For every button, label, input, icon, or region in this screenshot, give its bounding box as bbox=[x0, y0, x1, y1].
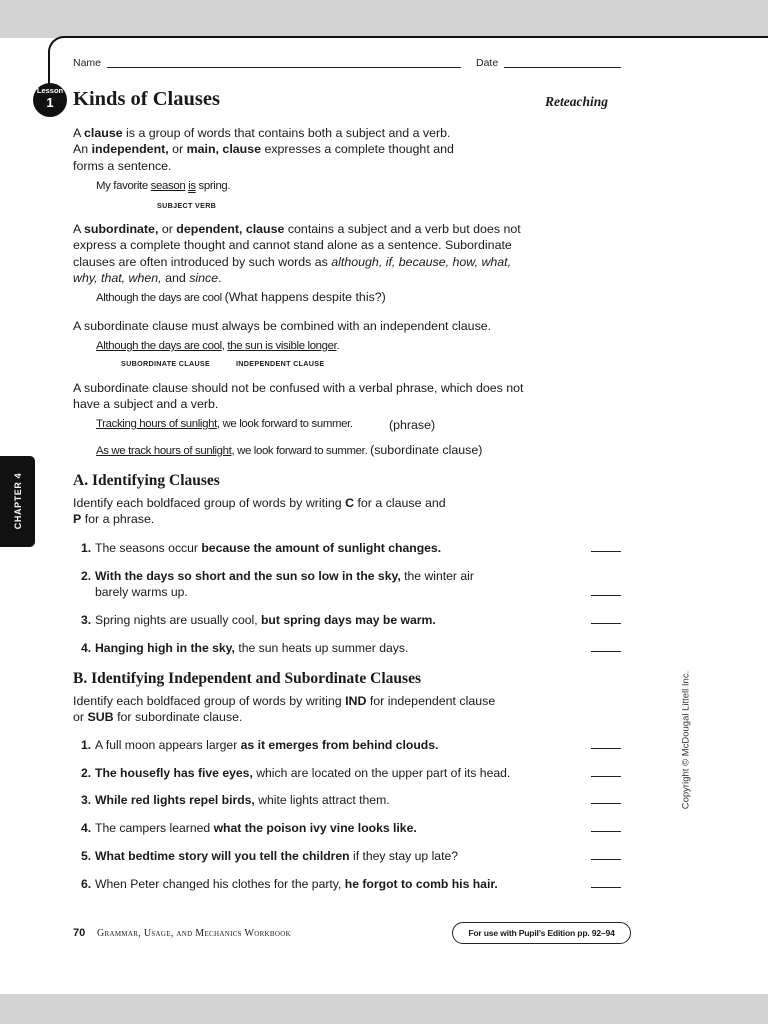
text-run: or bbox=[73, 710, 88, 725]
text-run: , we look forward to summer. bbox=[216, 418, 353, 430]
lesson-badge bbox=[33, 83, 67, 117]
text-run: and bbox=[161, 270, 190, 285]
text-run: for subordinate clause. bbox=[113, 710, 243, 725]
bold-text: subordinate, bbox=[84, 222, 159, 236]
text-run: which are located on the upper part of its head. bbox=[252, 766, 511, 780]
parenthetical-note: (What happens despite this?) bbox=[224, 290, 386, 304]
bold-text: P bbox=[73, 512, 82, 527]
text-run: if they stay up late? bbox=[349, 849, 459, 863]
chapter-tab-label: CHAPTER 4 bbox=[13, 472, 23, 530]
bottom-margin bbox=[0, 994, 768, 1024]
text-run: the winter air bbox=[400, 569, 474, 583]
section-a-title: A. Identifying Clauses bbox=[73, 472, 220, 489]
page-subtitle: Reteaching bbox=[545, 94, 608, 109]
text-run: . bbox=[336, 340, 340, 352]
item-number: 3. bbox=[81, 793, 92, 807]
text-run: My favorite bbox=[96, 180, 151, 192]
bold-text: because the amount of sunlight changes. bbox=[201, 541, 442, 555]
text-run: white lights attract them. bbox=[254, 793, 390, 807]
answer-blank[interactable] bbox=[591, 776, 621, 777]
bold-text: The housefly has five eyes, bbox=[95, 766, 253, 780]
name-line bbox=[107, 67, 461, 68]
bold-text: IND bbox=[345, 694, 367, 708]
answer-blank[interactable] bbox=[591, 651, 621, 652]
phrase-note: (phrase) bbox=[389, 418, 436, 432]
italic-text: although, if, because, how, what, bbox=[331, 254, 512, 269]
bold-text: as it emerges from behind clouds. bbox=[240, 738, 439, 752]
text-run: A bbox=[73, 222, 85, 236]
text-run: When Peter changed his clothes for the party, bbox=[95, 877, 345, 891]
bold-text: What bedtime story will you tell the children bbox=[95, 849, 350, 863]
answer-blank[interactable] bbox=[591, 551, 621, 552]
bold-text: With the days so short and the sun so low in the sky, bbox=[95, 569, 401, 583]
item-number: 3. bbox=[81, 613, 92, 627]
example-sentence-5 bbox=[96, 443, 482, 457]
exercise-item bbox=[81, 765, 510, 781]
text-run: A bbox=[73, 126, 85, 140]
underlined-text: As we track hours of sunlight bbox=[96, 445, 232, 457]
text-run: is a group of words that contains both a subject and a verb. bbox=[122, 126, 451, 140]
verbal-phrase-note bbox=[73, 380, 524, 413]
text-run: forms a sentence. bbox=[73, 158, 172, 173]
date-line bbox=[504, 67, 621, 68]
bold-text: SUB bbox=[87, 710, 114, 725]
copyright-notice: Copyright © McDougal Littell Inc. bbox=[680, 670, 692, 810]
parenthetical-note: (subordinate clause) bbox=[370, 443, 483, 457]
text-run: or bbox=[158, 222, 177, 236]
text-run: for a phrase. bbox=[81, 512, 155, 527]
bold-text: While red lights repel birds, bbox=[95, 793, 255, 807]
answer-blank[interactable] bbox=[591, 831, 621, 832]
lesson-word: Lesson bbox=[36, 86, 64, 95]
text-run: Spring nights are usually cool, bbox=[95, 613, 261, 627]
name-label: Name bbox=[73, 57, 102, 69]
italic-text: why, that, when, bbox=[73, 270, 162, 285]
subject-tag: SUBJECT bbox=[157, 201, 193, 210]
example-sentence-3 bbox=[96, 340, 339, 352]
answer-blank[interactable] bbox=[591, 623, 621, 624]
text-run: or bbox=[168, 142, 187, 157]
date-label: Date bbox=[476, 57, 499, 69]
lesson-number: 1 bbox=[46, 95, 54, 110]
independent-clause-tag: INDEPENDENT CLAUSE bbox=[236, 359, 325, 368]
text-run: clauses are often introduced by such words as bbox=[73, 254, 332, 269]
bold-text: but spring days may be warm. bbox=[260, 613, 436, 627]
bold-text: C bbox=[345, 496, 355, 510]
page-title: Kinds of Clauses bbox=[73, 88, 220, 110]
exercise-item bbox=[81, 792, 390, 808]
subordinate-clause-tag: SUBORDINATE CLAUSE bbox=[121, 359, 211, 368]
clause-definition bbox=[73, 125, 454, 174]
answer-blank[interactable] bbox=[591, 803, 621, 804]
text-run: the sun heats up summer days. bbox=[234, 641, 409, 655]
section-b-instructions bbox=[73, 693, 495, 726]
bold-text: dependent, clause bbox=[176, 222, 285, 236]
text-run: have a subject and a verb. bbox=[73, 397, 219, 412]
answer-blank[interactable] bbox=[591, 859, 621, 860]
text-run: An bbox=[73, 142, 92, 157]
item-number: 2. bbox=[81, 766, 92, 780]
underlined-text: Although the days are cool bbox=[96, 340, 222, 352]
exercise-item bbox=[81, 612, 436, 628]
text-run: for a clause and bbox=[354, 496, 446, 510]
verb-tag: VERB bbox=[195, 201, 217, 210]
chapter-tab bbox=[0, 456, 35, 547]
answer-blank[interactable] bbox=[591, 595, 621, 596]
text-run: express a complete thought and cannot stand alone as a sentence. Subordinate bbox=[73, 238, 512, 253]
text-run: Identify each boldfaced group of words by writing bbox=[73, 496, 346, 510]
exercise-item bbox=[81, 820, 417, 836]
book-title: Grammar, Usage, and Mechanics Workbook bbox=[97, 928, 291, 939]
item-number: 1. bbox=[81, 541, 92, 555]
text-run: The seasons occur bbox=[95, 541, 202, 555]
example-sentence-4 bbox=[96, 418, 353, 430]
text-run: expresses a complete thought and bbox=[261, 142, 454, 157]
item-number: 5. bbox=[81, 849, 92, 863]
bold-text: clause bbox=[84, 126, 123, 140]
bold-text: Hanging high in the sky, bbox=[95, 641, 235, 655]
bold-text: independent, bbox=[91, 142, 169, 157]
underlined-text: season bbox=[150, 180, 186, 192]
text-run: , bbox=[221, 340, 228, 352]
pupil-edition-badge: For use with Pupil’s Edition pp. 92–94 bbox=[452, 922, 631, 944]
section-b-title: B. Identifying Independent and Subordinate Clauses bbox=[73, 670, 421, 687]
subordinate-definition bbox=[73, 221, 521, 286]
italic-text: since bbox=[189, 270, 219, 285]
text-run: A full moon appears larger bbox=[95, 738, 241, 752]
exercise-item bbox=[81, 568, 474, 600]
exercise-item bbox=[81, 640, 408, 656]
exercise-item bbox=[81, 876, 498, 892]
exercise-item bbox=[81, 848, 458, 864]
text-run: Identify each boldfaced group of words by writing bbox=[73, 694, 346, 708]
example-sentence-2 bbox=[96, 290, 386, 304]
item-number: 4. bbox=[81, 641, 92, 655]
example-sentence-1 bbox=[96, 180, 230, 192]
double-underlined-text: is bbox=[188, 180, 196, 192]
text-run: . bbox=[218, 270, 222, 285]
bold-text: what the poison ivy vine looks like. bbox=[213, 821, 417, 835]
text-run: spring. bbox=[195, 180, 231, 192]
item-number: 2. bbox=[81, 569, 92, 583]
text-run: , we look forward to summer. bbox=[231, 445, 371, 457]
section-a-instructions bbox=[73, 495, 446, 528]
page-frame bbox=[48, 36, 768, 96]
page-number: 70 bbox=[73, 927, 86, 939]
item-continuation: barely warms up. bbox=[95, 585, 188, 599]
exercise-item bbox=[81, 737, 438, 753]
text-run: A subordinate clause should not be confused with a verbal phrase, which does not bbox=[73, 381, 524, 395]
item-number: 6. bbox=[81, 877, 92, 891]
combined-note: A subordinate clause must always be combined with an independent clause. bbox=[73, 319, 492, 333]
item-number: 4. bbox=[81, 821, 92, 835]
bold-text: he forgot to comb his hair. bbox=[344, 877, 498, 891]
answer-blank[interactable] bbox=[591, 748, 621, 749]
underlined-text: Tracking hours of sunlight bbox=[96, 418, 217, 430]
bold-text: main, clause bbox=[186, 142, 262, 157]
exercise-item bbox=[81, 540, 441, 556]
item-number: 1. bbox=[81, 738, 92, 752]
text-run: Although the days are cool bbox=[96, 292, 225, 304]
answer-blank[interactable] bbox=[591, 887, 621, 888]
text-run: contains a subject and a verb but does not bbox=[284, 222, 521, 236]
text-run: for independent clause bbox=[366, 694, 496, 708]
text-run: The campers learned bbox=[95, 821, 214, 835]
underlined-text: the sun is visible longer bbox=[227, 340, 337, 352]
